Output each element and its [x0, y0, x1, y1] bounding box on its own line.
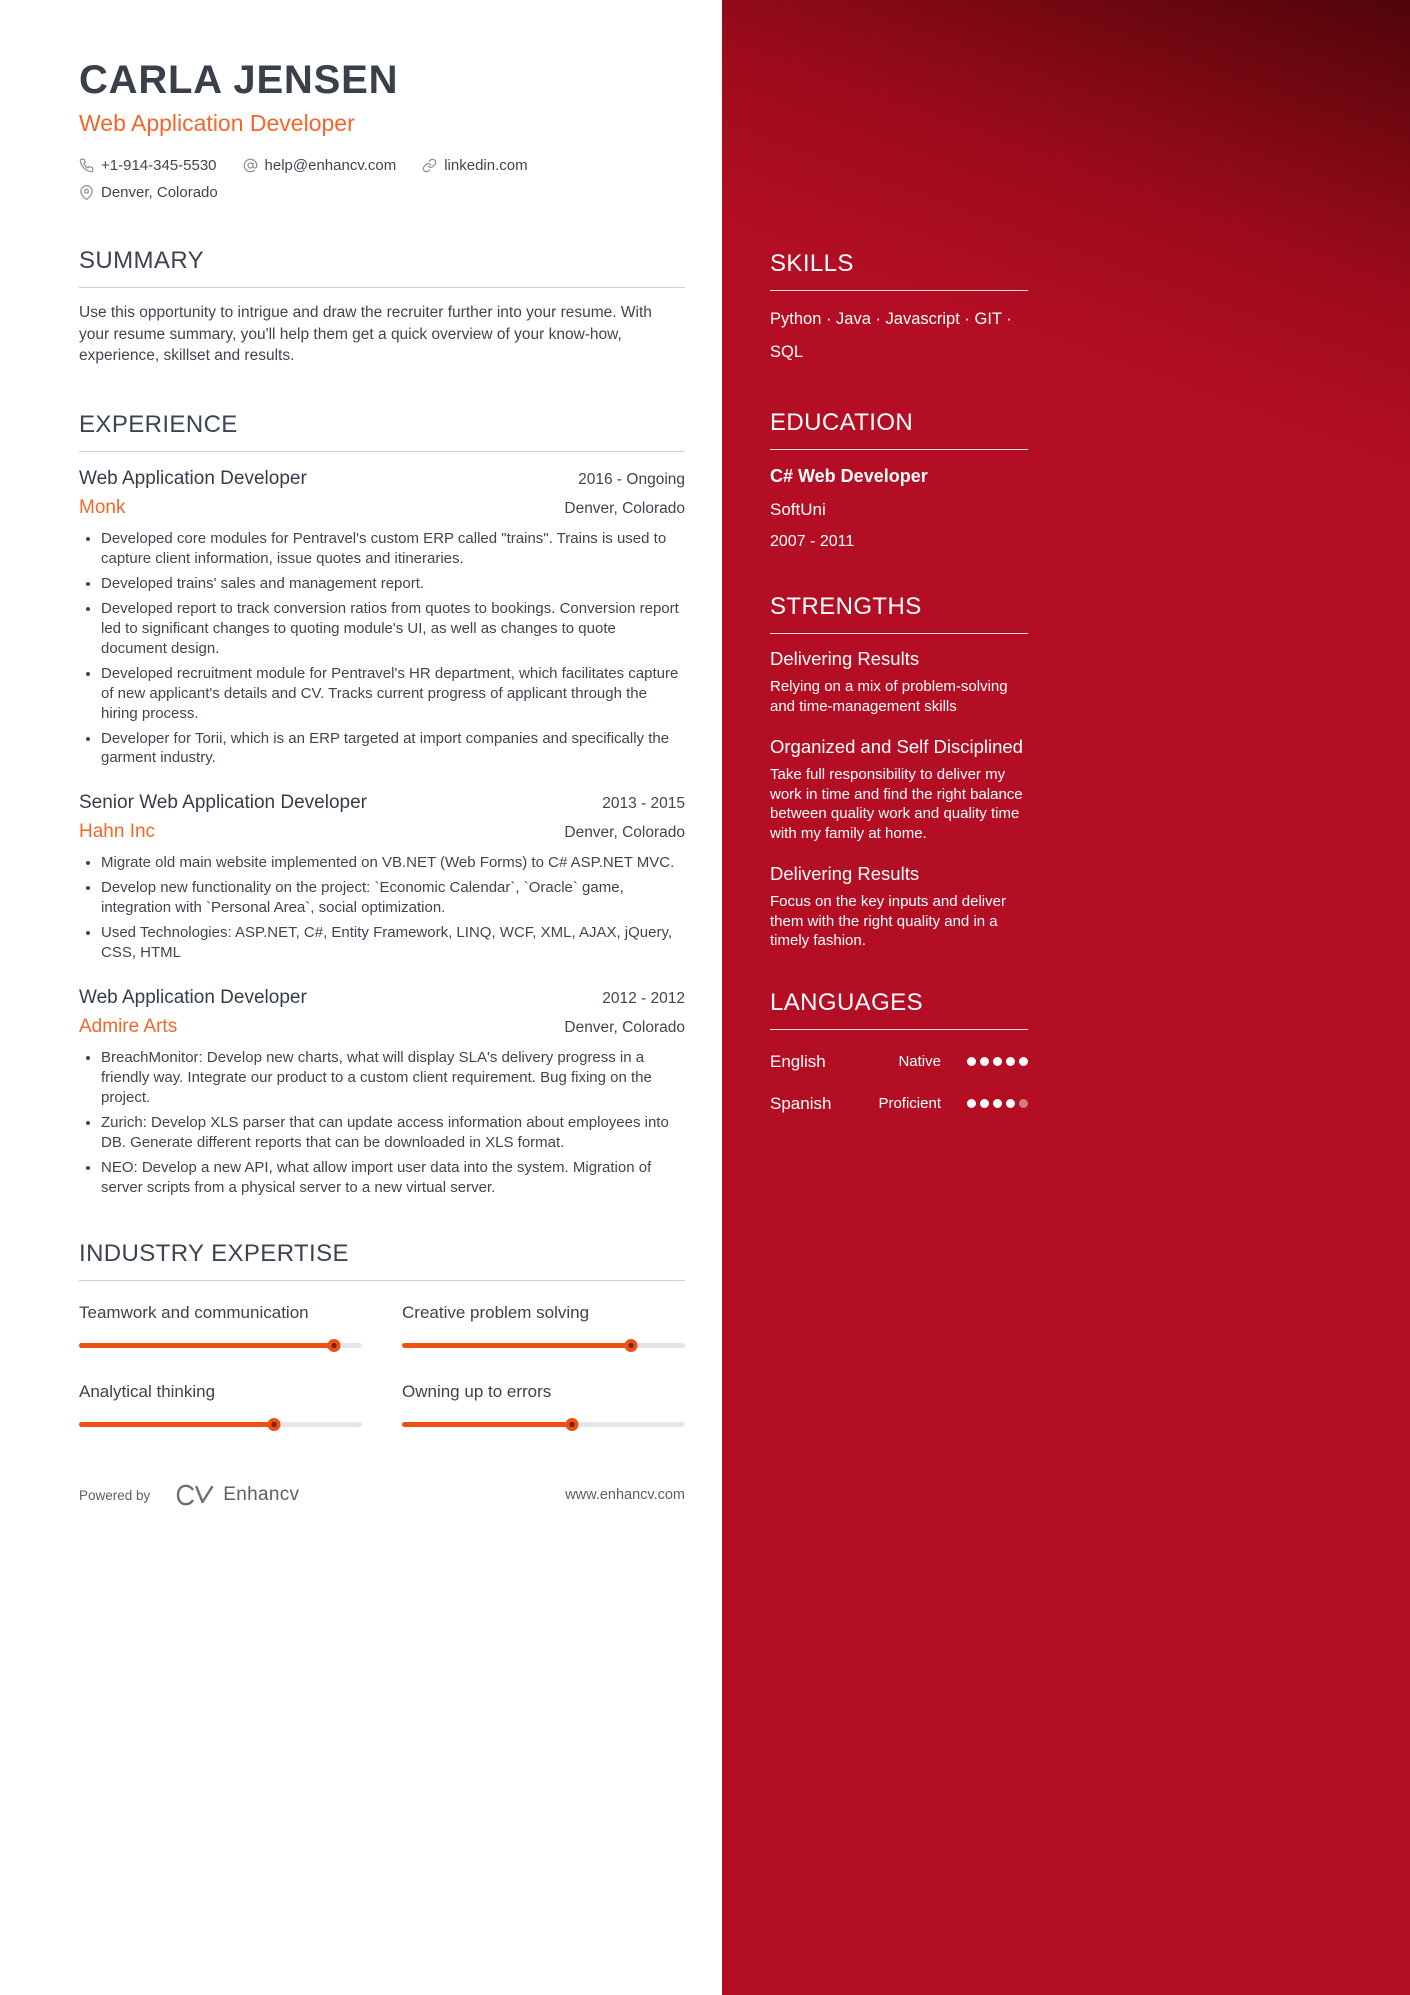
language-level-dot	[1019, 1099, 1028, 1108]
company-name: Hahn Inc	[79, 821, 156, 843]
strengths-section	[770, 593, 1028, 951]
expertise-item	[402, 1382, 685, 1431]
slider-fill	[79, 1343, 334, 1348]
email-link[interactable]	[243, 157, 397, 174]
expertise-item	[79, 1303, 362, 1352]
sidebar-column	[722, 0, 1410, 1995]
skills-heading: SKILLS	[770, 250, 1028, 291]
slider-fill	[402, 1422, 572, 1427]
job-bullet: • BreachMonitor: Develop new charts, what will display SLA's delivery progress in a friendly way. Integrate our product to a custom client requirement. Bug fixing on the project.	[101, 1048, 685, 1108]
education-degree: C# Web Developer	[770, 466, 928, 486]
job-bullet: • Developed report to track conversion ratios from quotes to bookings. Conversion report led to significant changes to quoting module's UI, as well as changes to quote document design.	[101, 599, 685, 659]
candidate-name: CARLA JENSEN	[79, 58, 399, 102]
phone-link[interactable]	[79, 157, 217, 174]
location-pin-icon	[79, 185, 94, 200]
slider-handle	[565, 1418, 578, 1431]
expertise-grid	[79, 1303, 685, 1431]
education-dates: 2007 - 2011	[770, 533, 855, 550]
slider-handle	[327, 1339, 340, 1352]
job-bullet: • Migrate old main website implemented on VB.NET (Web Forms) to C# ASP.NET MVC.	[101, 853, 685, 873]
email-address: help@enhancv.com	[264, 157, 397, 174]
job-bullet-list	[79, 529, 685, 768]
expertise-item	[402, 1303, 685, 1352]
summary-text: Use this opportunity to intrigue and draw the recruiter further into your resume. With your resume summary, you'll help them get a quick overview of your know-how, experience, skillset and results.	[79, 304, 652, 365]
language-level-dot	[993, 1099, 1002, 1108]
slider-fill	[79, 1422, 274, 1427]
job-bullet: • Developed recruitment module for Pentravel's HR department, which facilitates capture of new applicant's details and CV. Tracks current progress of applicant through the hiring process.	[101, 664, 685, 724]
industry-expertise-section	[79, 1240, 685, 1431]
languages-heading: LANGUAGES	[770, 989, 1028, 1030]
summary-heading: SUMMARY	[79, 247, 685, 288]
link-icon	[422, 158, 437, 173]
education-section	[770, 409, 1028, 551]
industry-expertise-heading: INDUSTRY EXPERTISE	[79, 1240, 685, 1281]
location-item	[79, 184, 218, 201]
linkedin-link[interactable]	[422, 157, 527, 174]
job-title: Senior Web Application Developer	[79, 792, 367, 814]
strength-text: Focus on the key inputs and deliver them with the right quality and in a timely fashion.	[770, 893, 1006, 949]
language-level-dots	[967, 1099, 1028, 1108]
footer	[79, 1484, 685, 1506]
strength-title: Delivering Results	[770, 648, 920, 669]
education-school: SoftUni	[770, 500, 826, 519]
expertise-slider	[402, 1339, 685, 1352]
phone-icon	[79, 158, 94, 173]
location-row	[79, 184, 685, 201]
experience-section	[79, 411, 685, 1198]
experience-heading: EXPERIENCE	[79, 411, 685, 452]
enhancv-brand-name: Enhancv	[223, 1484, 300, 1505]
job-bullet: • NEO: Develop a new API, what allow import user data into the system. Migration of server scripts from a physical server to a new virtual server.	[101, 1158, 685, 1198]
expertise-label: Teamwork and communication	[79, 1302, 309, 1322]
contact-row	[79, 157, 685, 174]
language-level-dot	[1019, 1057, 1028, 1066]
job-bullet: • Zurich: Develop XLS parser that can update access information about employees into DB. Generate different reports that can be downloaded in XLS format.	[101, 1113, 685, 1153]
job-bullet: • Used Technologies: ASP.NET, C#, Entity Framework, LINQ, WCF, XML, AJAX, jQuery, CSS, HTML	[101, 923, 685, 963]
languages-section	[770, 989, 1028, 1114]
strength-title: Delivering Results	[770, 863, 920, 884]
job-bullet: • Develop new functionality on the project: `Economic Calendar`, `Oracle` game, integration with `Personal Area`, social optimization.	[101, 878, 685, 918]
language-level-dot	[980, 1057, 989, 1066]
strength-item	[770, 736, 1028, 843]
language-level-dot	[993, 1057, 1002, 1066]
powered-by-label: Powered by	[79, 1487, 151, 1503]
job-location: Denver, Colorado	[564, 1019, 685, 1037]
expertise-slider	[79, 1418, 362, 1431]
location-text: Denver, Colorado	[101, 184, 218, 201]
language-row	[770, 1052, 1028, 1072]
job-bullet: • Developer for Torii, which is an ERP targeted at import companies and specifically the garment industry.	[101, 729, 685, 769]
language-name: Spanish	[770, 1093, 832, 1113]
job-bullet-list	[79, 1048, 685, 1198]
strength-item	[770, 863, 1028, 951]
skills-list: Python · Java · Javascript · GIT · SQL	[770, 310, 1012, 361]
job-dates: 2012 - 2012	[602, 990, 685, 1008]
education-heading: EDUCATION	[770, 409, 1028, 450]
language-name: English	[770, 1051, 826, 1071]
slider-handle	[268, 1418, 281, 1431]
job-location: Denver, Colorado	[564, 500, 685, 518]
strength-text: Relying on a mix of problem-solving and time-management skills	[770, 678, 1008, 715]
expertise-label: Owning up to errors	[402, 1381, 552, 1401]
company-name: Admire Arts	[79, 1016, 178, 1038]
language-level-dot	[967, 1057, 976, 1066]
job-entry	[79, 792, 685, 963]
language-level-dots	[967, 1057, 1028, 1066]
job-location: Denver, Colorado	[564, 824, 685, 842]
job-bullet: • Developed core modules for Pentravel's custom ERP called "trains". Trains is used to capture client information, issue quotes and itineraries.	[101, 529, 685, 569]
skills-section	[770, 250, 1028, 369]
email-icon	[243, 158, 258, 173]
enhancv-website-link[interactable]: www.enhancv.com	[565, 1487, 685, 1503]
job-entry	[79, 987, 685, 1198]
job-dates: 2013 - 2015	[602, 795, 685, 813]
language-level-dot	[980, 1099, 989, 1108]
slider-fill	[402, 1343, 631, 1348]
phone-number: +1-914-345-5530	[101, 157, 217, 174]
expertise-slider	[402, 1418, 685, 1431]
strength-item	[770, 648, 1028, 716]
strength-text: Take full responsibility to deliver my work in time and find the right balance between quality work and quality time with my family at home.	[770, 766, 1023, 842]
strength-title: Organized and Self Disciplined	[770, 736, 1023, 757]
expertise-label: Analytical thinking	[79, 1381, 216, 1401]
job-dates: 2016 - Ongoing	[578, 471, 685, 489]
language-row	[770, 1094, 1028, 1114]
job-bullet: • Developed trains' sales and management report.	[101, 574, 685, 594]
candidate-title: Web Application Developer	[79, 110, 355, 136]
job-bullet-list	[79, 853, 685, 963]
language-level-dot	[967, 1099, 976, 1108]
job-title: Web Application Developer	[79, 468, 307, 490]
language-level-dot	[1006, 1099, 1015, 1108]
job-entry	[79, 468, 685, 768]
strengths-heading: STRENGTHS	[770, 593, 1028, 634]
expertise-item	[79, 1382, 362, 1431]
expertise-slider	[79, 1339, 362, 1352]
company-name: Monk	[79, 497, 126, 519]
enhancv-logo-icon	[176, 1484, 214, 1506]
language-level-label: Native	[898, 1053, 941, 1070]
language-level-label: Proficient	[878, 1095, 941, 1112]
link-text: linkedin.com	[444, 157, 528, 174]
summary-section	[79, 247, 685, 367]
language-level-dot	[1006, 1057, 1015, 1066]
job-title: Web Application Developer	[79, 987, 307, 1009]
slider-handle	[625, 1339, 638, 1352]
expertise-label: Creative problem solving	[402, 1302, 590, 1322]
